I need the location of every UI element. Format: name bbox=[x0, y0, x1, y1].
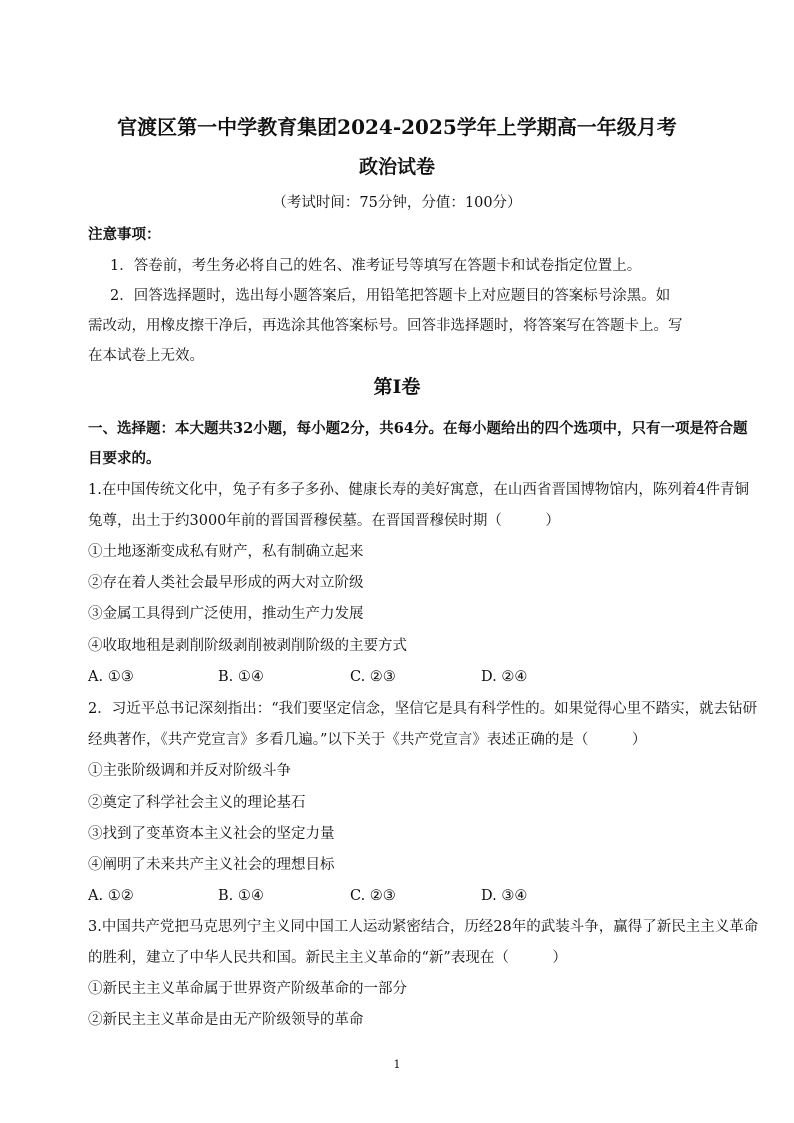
exam-info: （考试时间：75分钟，分值：100分） bbox=[272, 195, 522, 211]
section-instruction-line-1: 一、选择题：本大题共32小题，每小题2分，共64分。在每小题给出的四个选项中，只有一项是符合题 bbox=[88, 420, 748, 437]
notice-item-2-line-1: 2．回答选择题时，选出每小题答案后，用铅笔把答题卡上对应题目的答案标号涂黑。如 bbox=[110, 288, 671, 304]
q3-stem-line-2: 的胜利，建立了中华人民共和国。新民主主义革命的“新”表现在（ ） bbox=[88, 950, 567, 966]
q2-statement-1: ①主张阶级调和并反对阶级斗争 bbox=[88, 763, 291, 779]
q2-statement-2: ②奠定了科学社会主义的理论基石 bbox=[88, 795, 306, 811]
q2-option-c[interactable]: C. ②③ bbox=[350, 888, 396, 904]
q2-option-a[interactable]: A. ①② bbox=[88, 888, 134, 904]
q1-option-d[interactable]: D. ②④ bbox=[481, 669, 528, 685]
q2-statement-3: ③找到了变革资本主义社会的坚定力量 bbox=[88, 826, 335, 842]
q1-option-a[interactable]: A. ①③ bbox=[88, 669, 134, 685]
q3-statement-1: ①新民主主义革命属于世界资产阶级革命的一部分 bbox=[88, 981, 407, 997]
q1-stem-line-2: 兔尊，出土于约3000年前的晋国晋穆侯墓。在晋国晋穆侯时期（ ） bbox=[88, 513, 560, 529]
q2-option-d[interactable]: D. ③④ bbox=[481, 888, 528, 904]
q2-stem-line-1: 2．习近平总书记深刻指出：“我们要坚定信念，坚信它是具有科学性的。如果觉得心里不踏实，就去钻研 bbox=[88, 701, 758, 717]
q2-statement-4: ④阐明了未来共产主义社会的理想目标 bbox=[88, 857, 335, 873]
q1-statement-3: ③金属工具得到广泛使用，推动生产力发展 bbox=[88, 606, 364, 622]
notice-item-2-line-3: 在本试卷上无效。 bbox=[88, 348, 204, 364]
exam-subject: 政治试卷 bbox=[358, 156, 435, 178]
q2-stem-line-2: 经典著作，《共产党宣言》多看几遍。”以下关于《共产党宣言》表述正确的是（ ） bbox=[88, 732, 647, 748]
notice-heading: 注意事项： bbox=[88, 226, 161, 243]
q3-statement-2: ②新民主主义革命是由无产阶级领导的革命 bbox=[88, 1012, 364, 1028]
section-instruction-line-2: 目要求的。 bbox=[88, 450, 161, 467]
q1-option-c[interactable]: C. ②③ bbox=[350, 669, 396, 685]
q1-stem-line-1: 1.在中国传统文化中，兔子有多子多孙、健康长寿的美好寓意，在山西省晋国博物馆内，陈列着4件青铜 bbox=[88, 482, 750, 498]
q3-stem-line-1: 3.中国共产党把马克思列宁主义同中国工人运动紧密结合，历经28年的武装斗争，赢得了新民主主义革命 bbox=[88, 919, 759, 935]
section-title: 第Ⅰ卷 bbox=[373, 376, 421, 398]
page-number: 1 bbox=[393, 1058, 401, 1071]
q1-statement-1: ①土地逐渐变成私有财产，私有制确立起来 bbox=[88, 544, 364, 560]
exam-title: 官渡区第一中学教育集团2024-2025学年上学期高一年级月考 bbox=[117, 115, 677, 139]
notice-item-2-line-2: 需改动，用橡皮擦干净后，再选涂其他答案标号。回答非选择题时，将答案写在答题卡上。写 bbox=[88, 318, 683, 334]
q2-option-b[interactable]: B. ①④ bbox=[218, 888, 264, 904]
q1-option-b[interactable]: B. ①④ bbox=[218, 669, 264, 685]
q1-statement-4: ④收取地租是剥削阶级剥削被剥削阶级的主要方式 bbox=[88, 638, 407, 654]
q1-statement-2: ②存在着人类社会最早形成的两大对立阶级 bbox=[88, 575, 364, 591]
notice-item-1: 1．答卷前，考生务必将自己的姓名、准考证号等填写在答题卡和试卷指定位置上。 bbox=[110, 258, 642, 274]
